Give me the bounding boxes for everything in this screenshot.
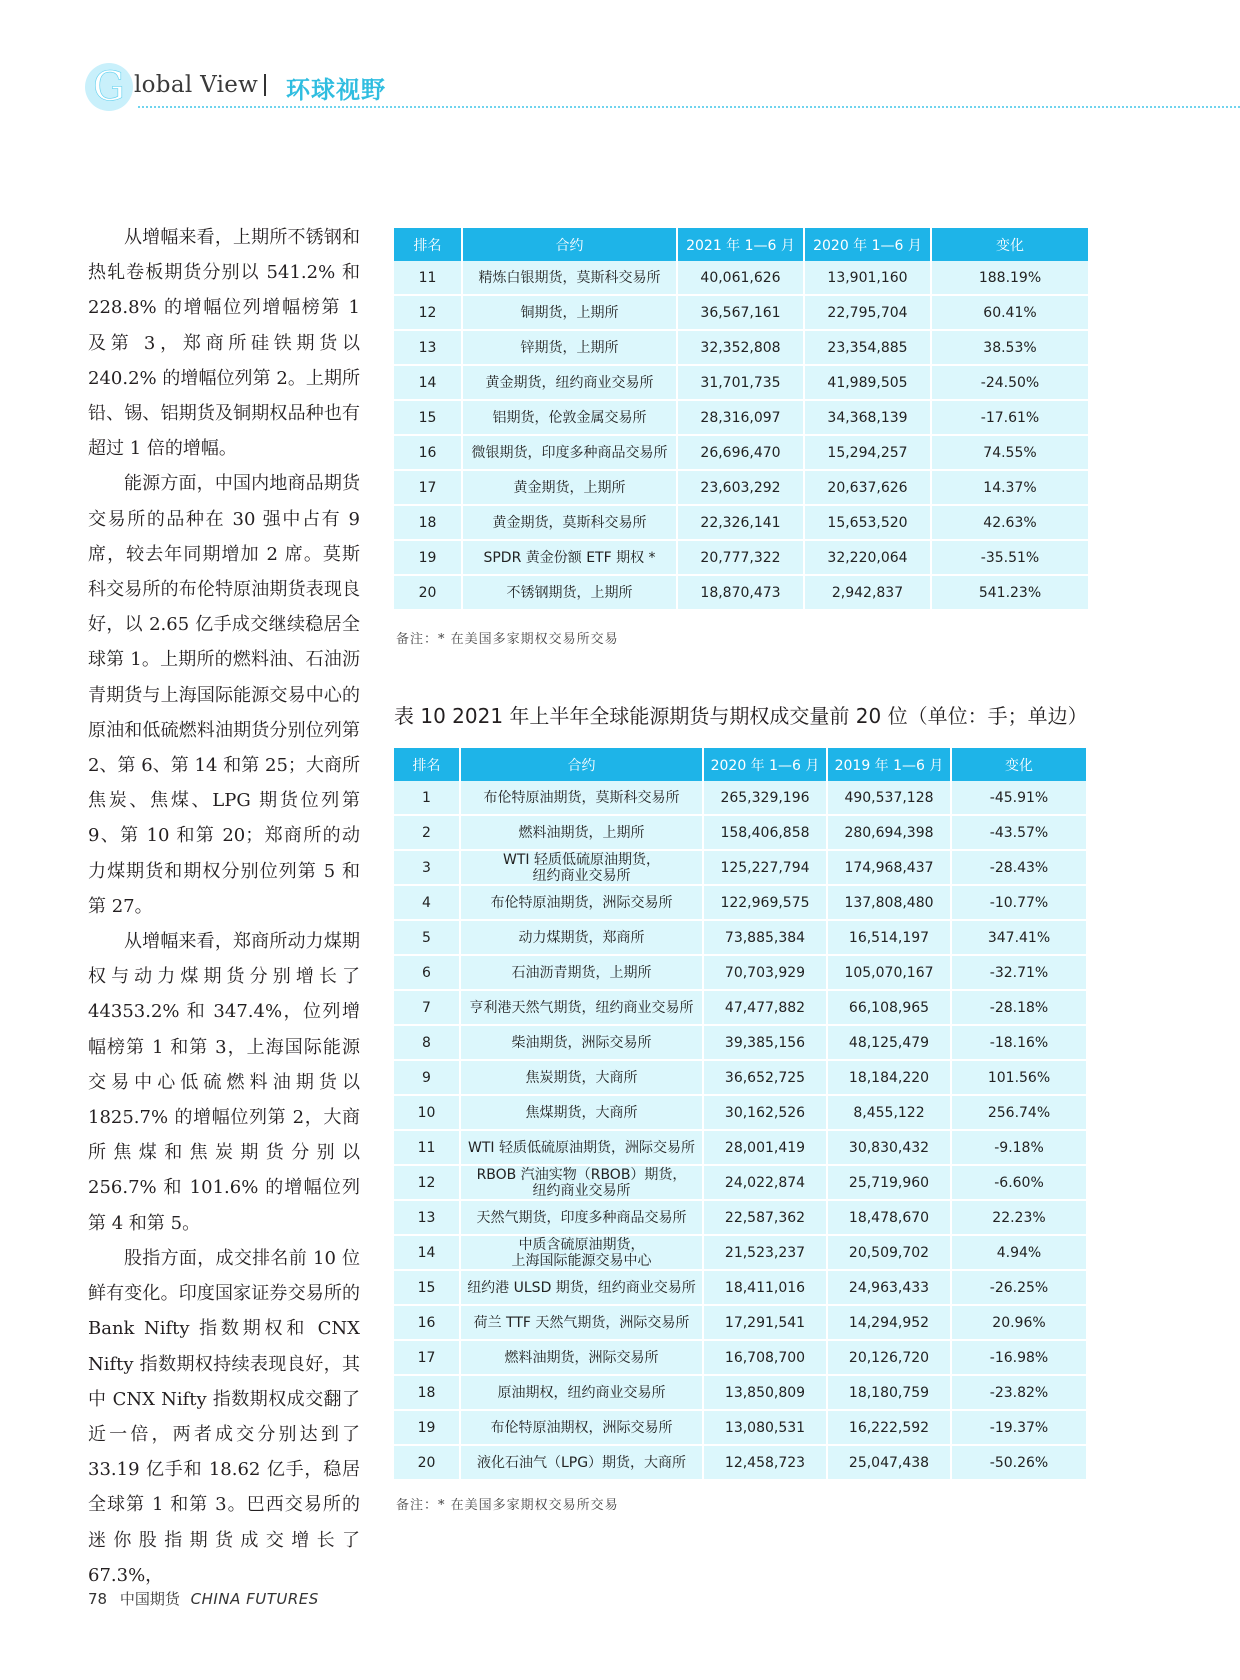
table-cell: 8,455,122 — [828, 1096, 952, 1131]
table-cell: 13 — [394, 1201, 461, 1236]
table-cell: 24,963,433 — [828, 1271, 952, 1306]
table-cell: -10.77% — [952, 886, 1086, 921]
table-cell: 20,777,322 — [678, 541, 805, 576]
table-cell: 188.19% — [932, 261, 1088, 296]
table-cell: 7 — [394, 991, 461, 1026]
table-cell: 541.23% — [932, 576, 1088, 611]
table-row — [394, 261, 1088, 296]
global-view-logo-icon — [84, 62, 134, 112]
table-cell: 14,294,952 — [828, 1306, 952, 1341]
table-cell: 12 — [394, 296, 463, 331]
table-cell: -32.71% — [952, 956, 1086, 991]
table-row — [394, 1061, 1086, 1096]
table-10-caption: 表 10 2021 年上半年全球能源期货与期权成交量前 20 位（单位：手；单边） — [394, 704, 1088, 728]
table-cell: 125,227,794 — [704, 851, 828, 886]
table-cell: 60.41% — [932, 296, 1088, 331]
table-cell: 20,126,720 — [828, 1341, 952, 1376]
column-header: 2020 年 1—6 月 — [805, 228, 932, 261]
table-cell: -17.61% — [932, 401, 1088, 436]
table-cell: 4.94% — [952, 1236, 1086, 1271]
table-cell: 18,478,670 — [828, 1201, 952, 1236]
table-cell: 105,070,167 — [828, 956, 952, 991]
table-row — [394, 1096, 1086, 1131]
table-cell: 布伦特原油期货，洲际交易所 — [461, 886, 704, 921]
header-divider — [264, 74, 266, 96]
table-cell: 3 — [394, 851, 461, 886]
table-cell: 70,703,929 — [704, 956, 828, 991]
column-header: 变化 — [932, 228, 1088, 261]
table-cell: 18,411,016 — [704, 1271, 828, 1306]
table-cell: 36,567,161 — [678, 296, 805, 331]
table-10-note: 备注：* 在美国多家期权交易所交易 — [396, 1498, 619, 1513]
table-row — [394, 1446, 1086, 1481]
table-cell: 158,406,858 — [704, 816, 828, 851]
table-cell: 20,637,626 — [805, 471, 932, 506]
table-cell: 17 — [394, 1341, 461, 1376]
table-9-note: 备注：* 在美国多家期权交易所交易 — [396, 632, 619, 647]
table-cell: 天然气期货，印度多种商品交易所 — [461, 1201, 704, 1236]
table-cell: 34,368,139 — [805, 401, 932, 436]
table-cell: 11 — [394, 1131, 461, 1166]
column-header: 2019 年 1—6 月 — [828, 748, 952, 781]
page-number: 78 — [88, 1590, 108, 1608]
table-cell: 燃料油期货，上期所 — [461, 816, 704, 851]
table-cell: 22.23% — [952, 1201, 1086, 1236]
table-cell: 73,885,384 — [704, 921, 828, 956]
table-row — [394, 1411, 1086, 1446]
table-cell: 30,162,526 — [704, 1096, 828, 1131]
table-row — [394, 1306, 1086, 1341]
table-cell: 10 — [394, 1096, 461, 1131]
table-cell: 铜期货，上期所 — [463, 296, 678, 331]
table-header-row — [394, 228, 1088, 261]
table-cell: 黄金期货，上期所 — [463, 471, 678, 506]
table-cell: 22,326,141 — [678, 506, 805, 541]
table-cell: 2 — [394, 816, 461, 851]
table-cell: 20 — [394, 1446, 461, 1481]
table-cell: 42.63% — [932, 506, 1088, 541]
table-row — [394, 1201, 1086, 1236]
table-cell: 布伦特原油期权，洲际交易所 — [461, 1411, 704, 1446]
table-cell: 101.56% — [952, 1061, 1086, 1096]
table-cell: 39,385,156 — [704, 1026, 828, 1061]
table-cell: -43.57% — [952, 816, 1086, 851]
table-row — [394, 296, 1088, 331]
table-row — [394, 921, 1086, 956]
table-row — [394, 781, 1086, 816]
table-row — [394, 816, 1086, 851]
table-cell: 174,968,437 — [828, 851, 952, 886]
table-cell: 燃料油期货，洲际交易所 — [461, 1341, 704, 1376]
table-row — [394, 851, 1086, 886]
table-cell: 纽约港 ULSD 期货，纽约商业交易所 — [461, 1271, 704, 1306]
table-cell: 16,222,592 — [828, 1411, 952, 1446]
body-paragraph: 能源方面，中国内地商品期货交易所的品种在 30 强中占有 9 席，较去年同期增加 2 席。莫斯科交易所的布伦特原油期货表现良好，以 2.65 亿手成交继续稳居全球第 1。上期所的燃料油、石油沥青期货与上海国际能源交易中心的原油和低硫燃料油期货分别位列第 2、第 6、第 14 和第 25；大商所焦炭、焦煤、LPG 期货位列第 9、第 10 和第 20；郑商所的动力煤期货和期权分别位列第 5 和第 27。 — [88, 473, 360, 917]
table-cell: 16,708,700 — [704, 1341, 828, 1376]
table-row — [394, 436, 1088, 471]
table-cell: 30,830,432 — [828, 1131, 952, 1166]
page-footer — [88, 1588, 319, 1609]
table-cell: -16.98% — [952, 1341, 1086, 1376]
table-cell: 4 — [394, 886, 461, 921]
column-header: 合约 — [461, 748, 704, 781]
table-row — [394, 1131, 1086, 1166]
table-cell: 26,696,470 — [678, 436, 805, 471]
table-cell: 黄金期货，莫斯科交易所 — [463, 506, 678, 541]
table-row — [394, 1376, 1086, 1411]
table-cell: 490,537,128 — [828, 781, 952, 816]
table-row — [394, 1026, 1086, 1061]
table-cell: 17 — [394, 471, 463, 506]
table-cell: 23,603,292 — [678, 471, 805, 506]
table-row — [394, 541, 1088, 576]
table-row — [394, 886, 1086, 921]
table-10-energy — [394, 748, 1086, 1481]
table-cell: 荷兰 TTF 天然气期货，洲际交易所 — [461, 1306, 704, 1341]
section-title-cn: 环球视野 — [286, 76, 386, 104]
table-cell: 15,294,257 — [805, 436, 932, 471]
table-cell: 9 — [394, 1061, 461, 1096]
table-cell: -24.50% — [932, 366, 1088, 401]
table-cell: 15 — [394, 401, 463, 436]
column-header: 排名 — [394, 748, 461, 781]
table-cell: SPDR 黄金份额 ETF 期权 * — [463, 541, 678, 576]
article-body — [88, 220, 360, 1593]
table-cell: 布伦特原油期货，莫斯科交易所 — [461, 781, 704, 816]
body-paragraph: 从增幅来看，上期所不锈钢和热轧卷板期货分别以 541.2% 和 228.8% 的增幅位列增幅榜第 1 及第 3，郑商所硅铁期货以 240.2% 的增幅位列第 2。上期所铅、锡、铝期货及铜期权品种也有超过 1 倍的增幅。 — [88, 227, 360, 460]
table-cell: 15,653,520 — [805, 506, 932, 541]
table-cell: -6.60% — [952, 1166, 1086, 1201]
table-row — [394, 576, 1088, 611]
table-cell: 13 — [394, 331, 463, 366]
table-cell: 36,652,725 — [704, 1061, 828, 1096]
table-cell: 18,184,220 — [828, 1061, 952, 1096]
table-cell: 28,316,097 — [678, 401, 805, 436]
table-cell: -35.51% — [932, 541, 1088, 576]
table-cell: 38.53% — [932, 331, 1088, 366]
column-header: 2020 年 1—6 月 — [704, 748, 828, 781]
table-cell: 14.37% — [932, 471, 1088, 506]
table-cell: 柴油期货，洲际交易所 — [461, 1026, 704, 1061]
table-cell: WTI 轻质低硫原油期货，洲际交易所 — [461, 1131, 704, 1166]
table-cell: -23.82% — [952, 1376, 1086, 1411]
table-cell: 15 — [394, 1271, 461, 1306]
table-cell: -9.18% — [952, 1131, 1086, 1166]
table-cell: 铝期货，伦敦金属交易所 — [463, 401, 678, 436]
table-cell: 焦煤期货，大商所 — [461, 1096, 704, 1131]
table-cell: 22,795,704 — [805, 296, 932, 331]
table-cell: 32,352,808 — [678, 331, 805, 366]
table-row — [394, 1236, 1086, 1271]
table-row — [394, 471, 1088, 506]
table-cell: 8 — [394, 1026, 461, 1061]
table-cell: 256.74% — [952, 1096, 1086, 1131]
table-cell: 16,514,197 — [828, 921, 952, 956]
table-cell: 亨利港天然气期货，纽约商业交易所 — [461, 991, 704, 1026]
table-cell: 18,180,759 — [828, 1376, 952, 1411]
table-cell: 32,220,064 — [805, 541, 932, 576]
table-cell: 13,850,809 — [704, 1376, 828, 1411]
table-cell: 21,523,237 — [704, 1236, 828, 1271]
table-cell: 17,291,541 — [704, 1306, 828, 1341]
table-cell: 13,901,160 — [805, 261, 932, 296]
table-cell: 动力煤期货，郑商所 — [461, 921, 704, 956]
magazine-name-en: CHINA FUTURES — [190, 1590, 319, 1608]
table-cell: -50.26% — [952, 1446, 1086, 1481]
table-row — [394, 956, 1086, 991]
table-cell: 锌期货，上期所 — [463, 331, 678, 366]
table-cell: -45.91% — [952, 781, 1086, 816]
table-cell: 20,509,702 — [828, 1236, 952, 1271]
table-cell: -26.25% — [952, 1271, 1086, 1306]
table-cell: 137,808,480 — [828, 886, 952, 921]
table-cell: 14 — [394, 366, 463, 401]
table-cell: 黄金期货，纽约商业交易所 — [463, 366, 678, 401]
table-cell: 16 — [394, 1306, 461, 1341]
table-cell: 24,022,874 — [704, 1166, 828, 1201]
table-cell: 28,001,419 — [704, 1131, 828, 1166]
logo-letter: G — [93, 64, 125, 110]
page-header — [84, 62, 1240, 112]
table-9-metals — [394, 228, 1088, 611]
table-header-row — [394, 748, 1086, 781]
table-cell: -18.16% — [952, 1026, 1086, 1061]
table-cell: 74.55% — [932, 436, 1088, 471]
table-cell: 微银期货，印度多种商品交易所 — [463, 436, 678, 471]
table-cell: 40,061,626 — [678, 261, 805, 296]
header-dotted-rule — [138, 106, 1240, 108]
table-cell: 41,989,505 — [805, 366, 932, 401]
table-cell: 16 — [394, 436, 463, 471]
table-cell: 1 — [394, 781, 461, 816]
table-row — [394, 1271, 1086, 1306]
table-row — [394, 1166, 1086, 1201]
table-cell: 液化石油气（LPG）期货，大商所 — [461, 1446, 704, 1481]
table-cell: 347.41% — [952, 921, 1086, 956]
table-row — [394, 331, 1088, 366]
table-cell: WTI 轻质低硫原油期货， 纽约商业交易所 — [461, 851, 704, 886]
column-header: 合约 — [463, 228, 678, 261]
table-cell: 265,329,196 — [704, 781, 828, 816]
table-cell: 14 — [394, 1236, 461, 1271]
table-cell: 31,701,735 — [678, 366, 805, 401]
column-header: 2021 年 1—6 月 — [678, 228, 805, 261]
table-cell: 280,694,398 — [828, 816, 952, 851]
table-cell: 22,587,362 — [704, 1201, 828, 1236]
table-cell: 18 — [394, 1376, 461, 1411]
table-cell: 6 — [394, 956, 461, 991]
section-title-en: lobal View — [134, 72, 259, 98]
table-cell: RBOB 汽油实物（RBOB）期货， 纽约商业交易所 — [461, 1166, 704, 1201]
column-header: 变化 — [952, 748, 1086, 781]
table-cell: 12 — [394, 1166, 461, 1201]
table-cell: 中质含硫原油期货， 上海国际能源交易中心 — [461, 1236, 704, 1271]
table-cell: 12,458,723 — [704, 1446, 828, 1481]
table-row — [394, 366, 1088, 401]
column-header: 排名 — [394, 228, 463, 261]
table-cell: 焦炭期货，大商所 — [461, 1061, 704, 1096]
table-cell: 13,080,531 — [704, 1411, 828, 1446]
table-cell: 20.96% — [952, 1306, 1086, 1341]
body-paragraph: 股指方面，成交排名前 10 位鲜有变化。印度国家证券交易所的 Bank Nifty 指数期权和 CNX Nifty 指数期权持续表现良好，其中 CNX Nifty 指数期权成交翻了近一倍，两者成交分别达到了 33.19 亿手和 18.62 亿手，稳居全球第 1 和第 3。巴西交易所的迷你股指期货成交增长了 67.3%， — [88, 1247, 360, 1586]
table-cell: 66,108,965 — [828, 991, 952, 1026]
table-row — [394, 506, 1088, 541]
table-cell: 20 — [394, 576, 463, 611]
table-cell: 19 — [394, 1411, 461, 1446]
table-cell: 石油沥青期货，上期所 — [461, 956, 704, 991]
table-cell: 5 — [394, 921, 461, 956]
table-cell: 122,969,575 — [704, 886, 828, 921]
table-cell: 19 — [394, 541, 463, 576]
magazine-name-cn: 中国期货 — [119, 1590, 180, 1608]
table-row — [394, 991, 1086, 1026]
table-row — [394, 1341, 1086, 1376]
table-cell: -28.43% — [952, 851, 1086, 886]
table-cell: -19.37% — [952, 1411, 1086, 1446]
table-cell: 18 — [394, 506, 463, 541]
table-cell: 2,942,837 — [805, 576, 932, 611]
table-cell: 23,354,885 — [805, 331, 932, 366]
table-cell: -28.18% — [952, 991, 1086, 1026]
table-cell: 25,719,960 — [828, 1166, 952, 1201]
table-cell: 不锈钢期货，上期所 — [463, 576, 678, 611]
table-cell: 47,477,882 — [704, 991, 828, 1026]
table-cell: 11 — [394, 261, 463, 296]
table-row — [394, 401, 1088, 436]
table-cell: 原油期权，纽约商业交易所 — [461, 1376, 704, 1411]
table-cell: 48,125,479 — [828, 1026, 952, 1061]
table-cell: 18,870,473 — [678, 576, 805, 611]
table-cell: 精炼白银期货，莫斯科交易所 — [463, 261, 678, 296]
table-cell: 25,047,438 — [828, 1446, 952, 1481]
body-paragraph: 从增幅来看，郑商所动力煤期权与动力煤期货分别增长了 44353.2% 和 347.4%，位列增幅榜第 1 和第 3，上海国际能源交易中心低硫燃料油期货以 1825.7% 的增幅位列第 2，大商所焦煤和焦炭期货分别以 256.7% 和 101.6% 的增幅位列第 4 和第 5。 — [88, 931, 360, 1234]
